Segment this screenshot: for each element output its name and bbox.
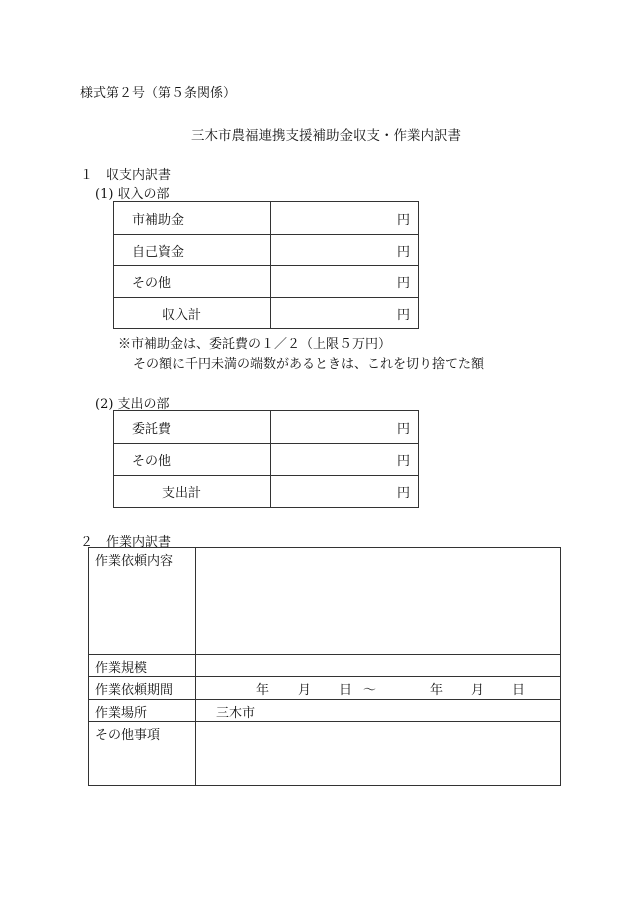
expense-table [113,410,419,508]
work-period-value[interactable] [196,677,561,700]
section1-heading: １ 収支内訳書 [80,168,172,183]
work-other-label: その他事項 [89,722,196,786]
income-label-own-funds: 自己資金 [114,235,271,266]
expense-label-other: その他 [114,444,271,476]
work-content-label: 作業依頼内容 [89,548,196,655]
table-row [89,700,561,722]
work-scale-label: 作業規模 [89,655,196,677]
income-label-subsidy: 市補助金 [114,202,271,235]
income-amount-other[interactable]: 円 [271,266,419,298]
form-number: 様式第２号（第５条関係） [80,86,237,101]
expense-amount-other[interactable]: 円 [271,444,419,476]
period-day-1: 日 [339,683,353,698]
table-row [114,298,419,329]
income-total-amount[interactable]: 円 [271,298,419,329]
table-row [89,677,561,700]
income-amount-subsidy[interactable]: 円 [271,202,419,235]
expense-label-commission: 委託費 [114,411,271,444]
expense-heading: (2) 支出の部 [95,397,170,412]
work-scale-value[interactable] [196,655,561,677]
income-table [113,201,419,329]
period-day-2: 日 [512,683,526,698]
income-amount-own-funds[interactable]: 円 [271,235,419,266]
period-year-1: 年 [256,683,270,698]
table-row [114,411,419,444]
period-tilde: 〜 [363,683,377,698]
period-month-2: 月 [471,683,485,698]
table-row [114,266,419,298]
period-month-1: 月 [298,683,312,698]
income-note-1: ※市補助金は、委託費の１／２（上限５万円） [118,337,392,352]
table-row [114,444,419,476]
income-note-2: その額に千円未満の端数があるときは、これを切り捨てた額 [133,357,485,372]
income-heading: (1) 収入の部 [95,187,170,202]
table-row [114,202,419,235]
table-row [89,655,561,677]
expense-amount-commission[interactable]: 円 [271,411,419,444]
income-label-other: その他 [114,266,271,298]
section2-heading: ２ 作業内訳書 [80,535,172,550]
table-row [89,548,561,655]
expense-total-amount[interactable]: 円 [271,476,419,508]
table-row [114,476,419,508]
work-place-value[interactable]: 三木市 [196,700,561,722]
period-year-2: 年 [430,683,444,698]
table-row [89,722,561,786]
expense-total-label: 支出計 [114,476,271,508]
work-place-label: 作業場所 [89,700,196,722]
work-other-value[interactable] [196,722,561,786]
work-table [88,547,561,786]
table-row [114,235,419,266]
income-total-label: 収入計 [114,298,271,329]
page-title: 三木市農福連携支援補助金収支・作業内訳書 [191,128,461,144]
work-content-value[interactable] [196,548,561,655]
work-period-label: 作業依頼期間 [89,677,196,700]
